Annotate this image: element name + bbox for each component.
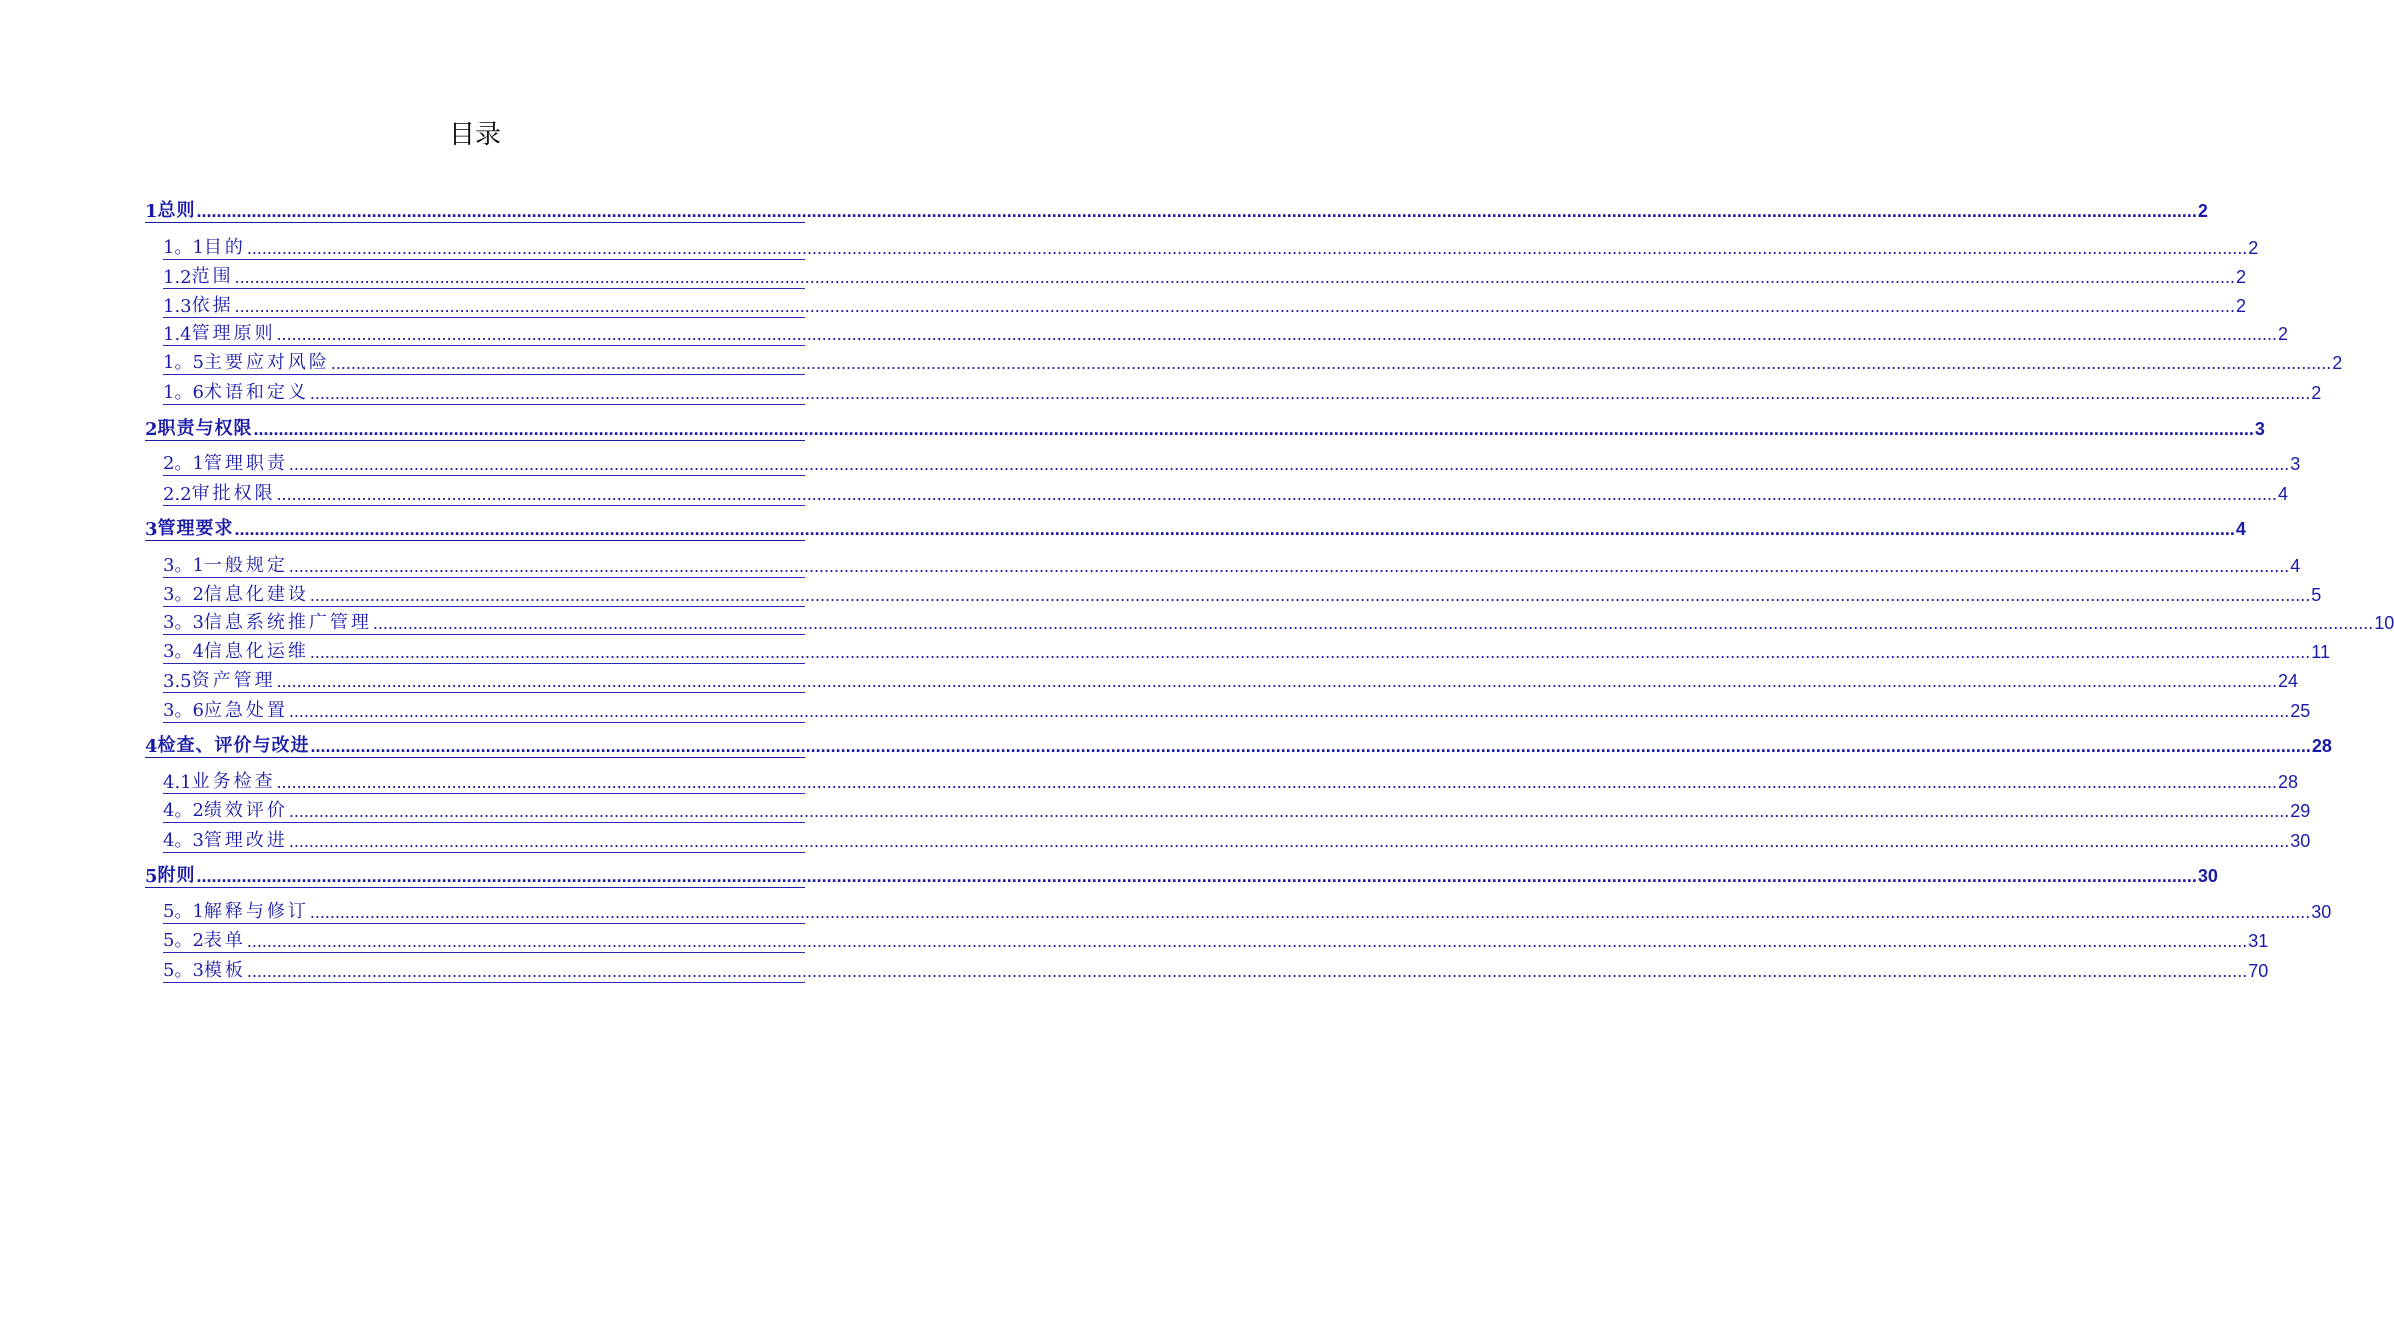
toc-section-link[interactable] (163, 958, 2269, 983)
toc-entry-number: 2 (145, 419, 158, 440)
toc-section-link[interactable] (163, 321, 2289, 346)
toc-entry-number: 3 (145, 519, 158, 540)
toc-dot-leader: ................................................................................................................................................................................................................................................................................................................................................................................................................ (288, 831, 2290, 851)
toc-dot-leader: ................................................................................................................................................................................................................................................................................................................................................................................................................ (309, 585, 2311, 605)
toc-section-link[interactable] (163, 828, 2311, 853)
toc-entry-number: 3。2 (163, 584, 204, 605)
toc-chapter-link[interactable] (145, 863, 2218, 888)
toc-dot-leader: ................................................................................................................................................................................................................................................................................................................................................................................................................ (196, 866, 2197, 886)
toc-entry-title: 依据 (191, 295, 234, 316)
toc-page-number: 2 (2197, 201, 2208, 221)
toc-page-number: 2 (2236, 267, 2247, 287)
toc-dot-leader: ................................................................................................................................................................................................................................................................................................................................................................................................................ (372, 613, 2374, 633)
toc-dot-leader: ................................................................................................................................................................................................................................................................................................................................................................................................................ (246, 931, 2248, 951)
toc-dot-leader: ................................................................................................................................................................................................................................................................................................................................................................................................................ (309, 642, 2311, 662)
toc-entry-number: 3。6 (163, 700, 204, 721)
toc-dot-leader: ................................................................................................................................................................................................................................................................................................................................................................................................................ (288, 454, 2290, 474)
toc-chapter-link[interactable] (145, 198, 2208, 223)
toc-entry-title: 解释与修订 (203, 901, 309, 922)
toc-dot-leader: ................................................................................................................................................................................................................................................................................................................................................................................................................ (246, 238, 2248, 258)
toc-section-link[interactable] (163, 451, 2301, 476)
toc-entry-number: 5。3 (163, 960, 204, 981)
toc-entry-number: 2.2 (163, 484, 192, 505)
toc-page-number: 4 (2278, 484, 2289, 504)
toc-entry-number: 4。3 (163, 830, 204, 851)
toc-page-number: 30 (2290, 831, 2311, 851)
toc-entry-number: 2。1 (163, 453, 204, 474)
toc-page-number: 3 (2290, 454, 2301, 474)
toc-page-number: 30 (2197, 866, 2218, 886)
toc-page-number: 28 (2278, 772, 2299, 792)
toc-page-number: 25 (2290, 701, 2311, 721)
toc-dot-leader: ................................................................................................................................................................................................................................................................................................................................................................................................................ (288, 701, 2290, 721)
toc-section-link[interactable] (163, 610, 2394, 635)
toc-page-number: 11 (2311, 642, 2330, 662)
toc-section-link[interactable] (163, 293, 2247, 318)
toc-page-number: 29 (2290, 801, 2311, 821)
toc-dot-leader: ................................................................................................................................................................................................................................................................................................................................................................................................................ (276, 772, 2278, 792)
toc-entry-title: 管理原则 (191, 323, 276, 344)
toc-section-link[interactable] (163, 350, 2343, 375)
toc-entry-number: 5。2 (163, 930, 204, 951)
toc-entry-number: 3。1 (163, 555, 204, 576)
toc-entry-title: 信息系统推广管理 (203, 612, 372, 633)
toc-section-link[interactable] (163, 553, 2301, 578)
toc-section-link[interactable] (163, 698, 2311, 723)
toc-entry-number: 5。1 (163, 901, 204, 922)
toc-entry-number: 1.3 (163, 296, 192, 317)
toc-entry-title: 模板 (203, 960, 246, 981)
toc-dot-leader: ................................................................................................................................................................................................................................................................................................................................................................................................................ (310, 736, 2311, 756)
toc-entry-title: 应急处置 (203, 700, 288, 721)
toc-entry-title: 管理职责 (203, 453, 288, 474)
toc-dot-leader: ................................................................................................................................................................................................................................................................................................................................................................................................................ (276, 324, 2278, 344)
toc-entry-title: 信息化运维 (203, 641, 309, 662)
toc-entry-number: 1。5 (163, 352, 204, 373)
toc-dot-leader: ................................................................................................................................................................................................................................................................................................................................................................................................................ (288, 556, 2290, 576)
toc-section-link[interactable] (163, 928, 2269, 953)
toc-dot-leader: ................................................................................................................................................................................................................................................................................................................................................................................................................ (330, 353, 2332, 373)
toc-page-number: 31 (2248, 931, 2269, 951)
toc-entry-title: 附则 (157, 865, 196, 886)
toc-entry-number: 3。3 (163, 612, 204, 633)
toc-entry-title: 绩效评价 (203, 800, 288, 821)
toc-dot-leader: ................................................................................................................................................................................................................................................................................................................................................................................................................ (309, 902, 2311, 922)
toc-section-link[interactable] (163, 582, 2322, 607)
toc-entry-title: 总则 (157, 200, 196, 221)
toc-entry-title: 业务检查 (191, 771, 276, 792)
toc-dot-leader: ................................................................................................................................................................................................................................................................................................................................................................................................................ (276, 671, 2278, 691)
toc-page-number: 10 (2374, 613, 2394, 633)
toc-entry-title: 检查、评价与改进 (157, 735, 310, 756)
toc-dot-leader: ................................................................................................................................................................................................................................................................................................................................................................................................................ (234, 267, 2236, 287)
toc-page-number: 28 (2311, 736, 2332, 756)
toc-entry-number: 4 (145, 736, 158, 757)
toc-entry-number: 1 (145, 201, 158, 222)
toc-page-number: 2 (2311, 383, 2322, 403)
toc-page-number: 4 (2235, 519, 2246, 539)
toc-entry-title: 表单 (203, 930, 246, 951)
toc-entry-title: 资产管理 (191, 670, 276, 691)
toc-entry-number: 4。2 (163, 800, 204, 821)
toc-dot-leader: ................................................................................................................................................................................................................................................................................................................................................................................................................ (276, 484, 2278, 504)
toc-section-link[interactable] (163, 899, 2332, 924)
toc-chapter-link[interactable] (145, 733, 2332, 758)
toc-entry-title: 管理要求 (157, 518, 234, 539)
toc-page-number: 30 (2311, 902, 2332, 922)
toc-section-link[interactable] (163, 668, 2299, 693)
toc-entry-number: 1。1 (163, 237, 204, 258)
toc-dot-leader: ................................................................................................................................................................................................................................................................................................................................................................................................................ (288, 801, 2290, 821)
toc-entry-number: 4.1 (163, 772, 192, 793)
toc-page-number: 2 (2278, 324, 2289, 344)
toc-dot-leader: ................................................................................................................................................................................................................................................................................................................................................................................................................ (309, 383, 2311, 403)
toc-page-number: 2 (2332, 353, 2343, 373)
toc-entry-title: 术语和定义 (203, 382, 309, 403)
toc-section-link[interactable] (163, 639, 2330, 664)
toc-entry-title: 一般规定 (203, 555, 288, 576)
toc-section-link[interactable] (163, 235, 2259, 260)
toc-entry-number: 5 (145, 866, 158, 887)
toc-page-number: 70 (2248, 961, 2269, 981)
toc-page-number: 2 (2248, 238, 2259, 258)
toc-section-link[interactable] (163, 481, 2289, 506)
toc-section-link[interactable] (163, 264, 2247, 289)
toc-entry-title: 范围 (191, 266, 234, 287)
toc-entry-number: 3.5 (163, 671, 192, 692)
toc-entry-number: 1.2 (163, 267, 192, 288)
toc-dot-leader: ................................................................................................................................................................................................................................................................................................................................................................................................................ (253, 419, 2254, 439)
toc-section-link[interactable] (163, 380, 2322, 405)
toc-page-number: 2 (2236, 296, 2247, 316)
toc-entry-title: 职责与权限 (157, 418, 253, 439)
toc-entry-title: 审批权限 (191, 483, 276, 504)
toc-entry-title: 目的 (203, 237, 246, 258)
toc-entry-title: 管理改进 (203, 830, 288, 851)
toc-page-number: 5 (2311, 585, 2322, 605)
toc-page-number: 4 (2290, 556, 2301, 576)
toc-entry-number: 3。4 (163, 641, 204, 662)
toc-entry-number: 1。6 (163, 382, 204, 403)
toc-entry-title: 主要应对风险 (203, 352, 330, 373)
toc-entry-number: 1.4 (163, 324, 192, 345)
toc-section-link[interactable] (163, 798, 2311, 823)
toc-chapter-link[interactable] (145, 516, 2246, 541)
toc-dot-leader: ................................................................................................................................................................................................................................................................................................................................................................................................................ (234, 519, 2235, 539)
toc-page-number: 24 (2278, 671, 2299, 691)
toc-chapter-link[interactable] (145, 416, 2265, 441)
toc-page-number: 3 (2254, 419, 2265, 439)
page-title: 目录 (448, 120, 501, 150)
toc-dot-leader: ................................................................................................................................................................................................................................................................................................................................................................................................................ (196, 201, 2197, 221)
toc-entry-title: 信息化建设 (203, 584, 309, 605)
toc-section-link[interactable] (163, 769, 2299, 794)
toc-dot-leader: ................................................................................................................................................................................................................................................................................................................................................................................................................ (246, 961, 2248, 981)
toc-dot-leader: ................................................................................................................................................................................................................................................................................................................................................................................................................ (234, 296, 2236, 316)
